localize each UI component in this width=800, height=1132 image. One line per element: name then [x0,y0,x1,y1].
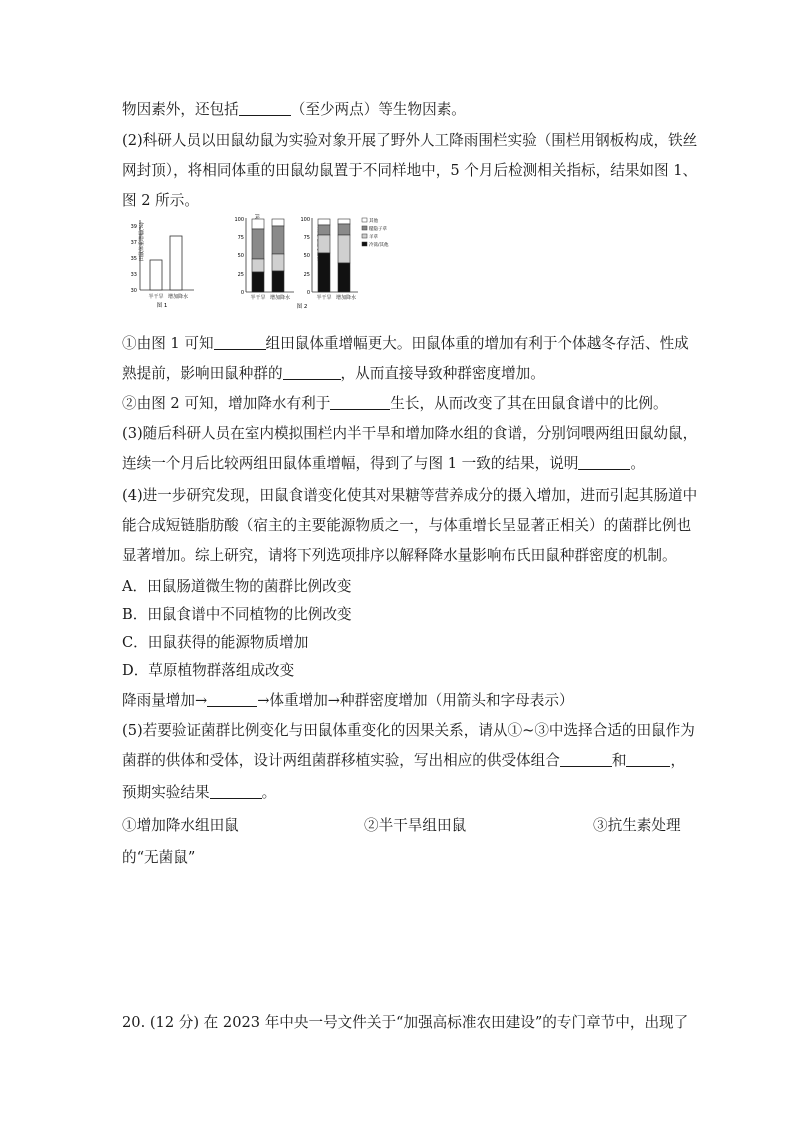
text-line-8: (3)随后科研人员在室内模拟围栏内半干旱和增加降水组的食谱，分别饲喂两组田鼠幼鼠， [122,425,698,442]
fig2-right-bar1-seg-other [318,219,330,225]
legend-label: 冷蒿/其他 [369,243,389,248]
line15-text-a: 菌群的供体和受体，设计两组菌群移植实验，写出相应的供受体组合 [122,752,560,769]
option-a: A．田鼠肠道微生物的菌群比例改变 [122,578,352,595]
fig2-left-bar2-seg-artemisia [272,271,284,292]
fig2-left-bar2-seg-cleistogenes [272,226,284,254]
line15-text-b: 和 [611,752,627,769]
legend-swatch [362,218,367,222]
text-line-6 [122,364,545,384]
fig2-left-bar1-seg-other [252,219,264,229]
option-b: B．田鼠食谱中不同植物的比例改变 [122,606,352,623]
legend-label: 糙隐子草 [369,227,387,232]
fig1-tick: 30 [130,288,137,294]
text-line-11: 能合成短链脂肪酸（宿主的主要能源物质之一，与体重增长呈显著正相关）的菌群比例也 [122,517,692,534]
fig2-tick: 75 [237,235,244,241]
text-line-16 [122,783,276,803]
fig2-tick: 50 [237,253,244,259]
answer-blank[interactable] [207,692,257,707]
text-line-10: (4)进一步研究发现，田鼠食谱变化使其对果糖等营养成分的摄入增加，进而引起其肠道中 [122,487,698,504]
fig1-bar-semiarid [150,260,162,290]
text-line-1 [122,100,466,120]
fig1-xlabel: 半干旱 [148,294,164,300]
line13-text-b: →体重增加→种群密度增加（用箭头和字母表示） [257,692,574,709]
fig2-left-bar2-seg-other [272,219,284,226]
legend-swatch [362,242,367,246]
answer-blank[interactable] [239,101,291,116]
fig2-tick: 50 [303,253,310,259]
fig2-right-bar1-seg-artemisia [318,253,330,292]
fig2-right-bar2-seg-artemisia [338,263,350,292]
line6-text-b: ，从而直接导致种群密度增加。 [340,365,545,382]
fig2-left-bar1-seg-artemisia [252,272,264,292]
fig2-tick: 0 [306,290,310,296]
fig2-caption: 图 2 [296,304,308,310]
figure-2-left [234,214,294,301]
fig2-xlabel: 增加降水 [269,295,291,301]
text-line-15 [122,751,685,771]
fig2-xlabel: 半干旱 [250,295,266,301]
line1-text-a: 物因素外，还包括 [122,101,239,118]
fig2-tick: 100 [300,217,310,223]
answer-blank[interactable] [214,335,266,350]
fig1-tick: 33 [130,272,137,278]
line9-text-a: 连续一个月后比较两组田鼠体重增幅，得到了与图 1 一致的结果，说明 [122,455,579,472]
line7-text-a: ②由图 2 可知，增加降水有利于 [122,395,331,412]
figure-2-right [297,217,358,310]
fig2-tick: 25 [237,272,244,278]
answer-blank[interactable] [210,784,262,799]
figures-svg [122,214,442,314]
text-line-2: (2)科研人员以田鼠幼鼠为实验对象开展了野外人工降雨围栏实验（围栏用钢板构成，铁丝 [122,132,698,149]
text-line-5 [122,334,689,354]
line15-text-c: ， [670,752,686,769]
line16-text-a: 预期实验结果 [122,784,210,801]
figure-1 [131,220,194,309]
fig2-tick: 75 [303,235,310,241]
mouse-option-2: ②半干旱组田鼠 [364,817,467,834]
fig2-left-bar2-seg-leymus [272,254,284,271]
fig1-tick: 35 [130,256,137,262]
answer-blank[interactable] [626,752,670,767]
text-line-9 [122,454,645,474]
answer-blank[interactable] [330,395,390,410]
answer-blank[interactable] [560,752,612,767]
legend-label: 其他 [369,219,378,224]
fig1-caption: 图 1 [156,303,168,309]
figures-area [122,214,442,314]
fig1-bar-more-rain [170,236,182,290]
line9-text-b: 。 [630,455,645,472]
answer-blank[interactable] [283,365,341,380]
line1-text-b: （至少两点）等生物因素。 [290,101,466,118]
fig2-left-bar1-seg-leymus [252,259,264,272]
legend-label: 羊草 [369,235,378,240]
line7-text-b: 生长，从而改变了其在田鼠食谱中的比例。 [390,395,668,412]
fig2-tick: 100 [234,217,244,223]
fig2-tick: 0 [240,290,244,296]
line5-text-a: ①由图 1 可知 [122,335,214,352]
fig1-tick: 39 [130,224,137,230]
legend-swatch [362,226,367,230]
option-c: C．田鼠获得的能源物质增加 [122,634,309,651]
text-line-12: 显著增加。综上研究，请将下列选项排序以解释降水量影响布氏田鼠种群密度的机制。 [122,547,677,564]
fig2-xlabel: 半干旱 [316,295,332,301]
mouse-option-3-continued: 的“无菌鼠” [122,849,196,866]
fig2-xlabel: 增加降水 [335,295,357,301]
text-line-3: 网封顶），将相同体重的田鼠幼鼠置于不同样地中，5 个月后检测相关指标，结果如图 1、 [122,162,698,179]
text-line-4: 图 2 所示。 [122,192,199,209]
fig2-left-bar1-seg-cleistogenes [252,229,264,259]
line13-text-a: 降雨量增加→ [122,692,208,709]
text-line-14: (5)若要验证菌群比例变化与田鼠体重变化的因果关系，请从①~③中选择合适的田鼠作为 [122,722,695,739]
fig2-right-bar1-seg-leymus [318,235,330,253]
question-20: 20. (12 分) 在 2023 年中央一号文件关于“加强高标准农田建设”的专门章节中，出现了 [122,1014,689,1031]
option-d: D．草原植物群落组成改变 [122,662,295,679]
fig2-legend [362,217,389,248]
fig2-right-bar2-seg-cleistogenes [338,224,350,235]
fig1-tick: 37 [130,240,137,246]
line5-text-b: 组田鼠体重增幅更大。田鼠体重的增加有利于个体越冬存活、性成 [265,335,689,352]
text-line-13 [122,691,574,711]
fig2-right-bar2-seg-leymus [338,235,350,263]
answer-blank[interactable] [578,455,630,470]
mouse-option-1: ①增加降水组田鼠 [122,817,239,834]
fig1-xlabel: 增加降水 [167,294,189,300]
fig2-right-bar1-seg-cleistogenes [318,225,330,235]
fig2-right-bar2-seg-other [338,219,350,224]
fig1-ylabel: 田鼠体重增幅(%) [139,222,145,261]
text-line-7 [122,394,668,414]
mouse-option-3: ③抗生素处理 [593,817,681,834]
line6-text-a: 熟提前，影响田鼠种群的 [122,365,283,382]
legend-swatch [362,234,367,238]
fig2-tick: 25 [303,272,310,278]
line16-text-b: 。 [261,784,277,801]
